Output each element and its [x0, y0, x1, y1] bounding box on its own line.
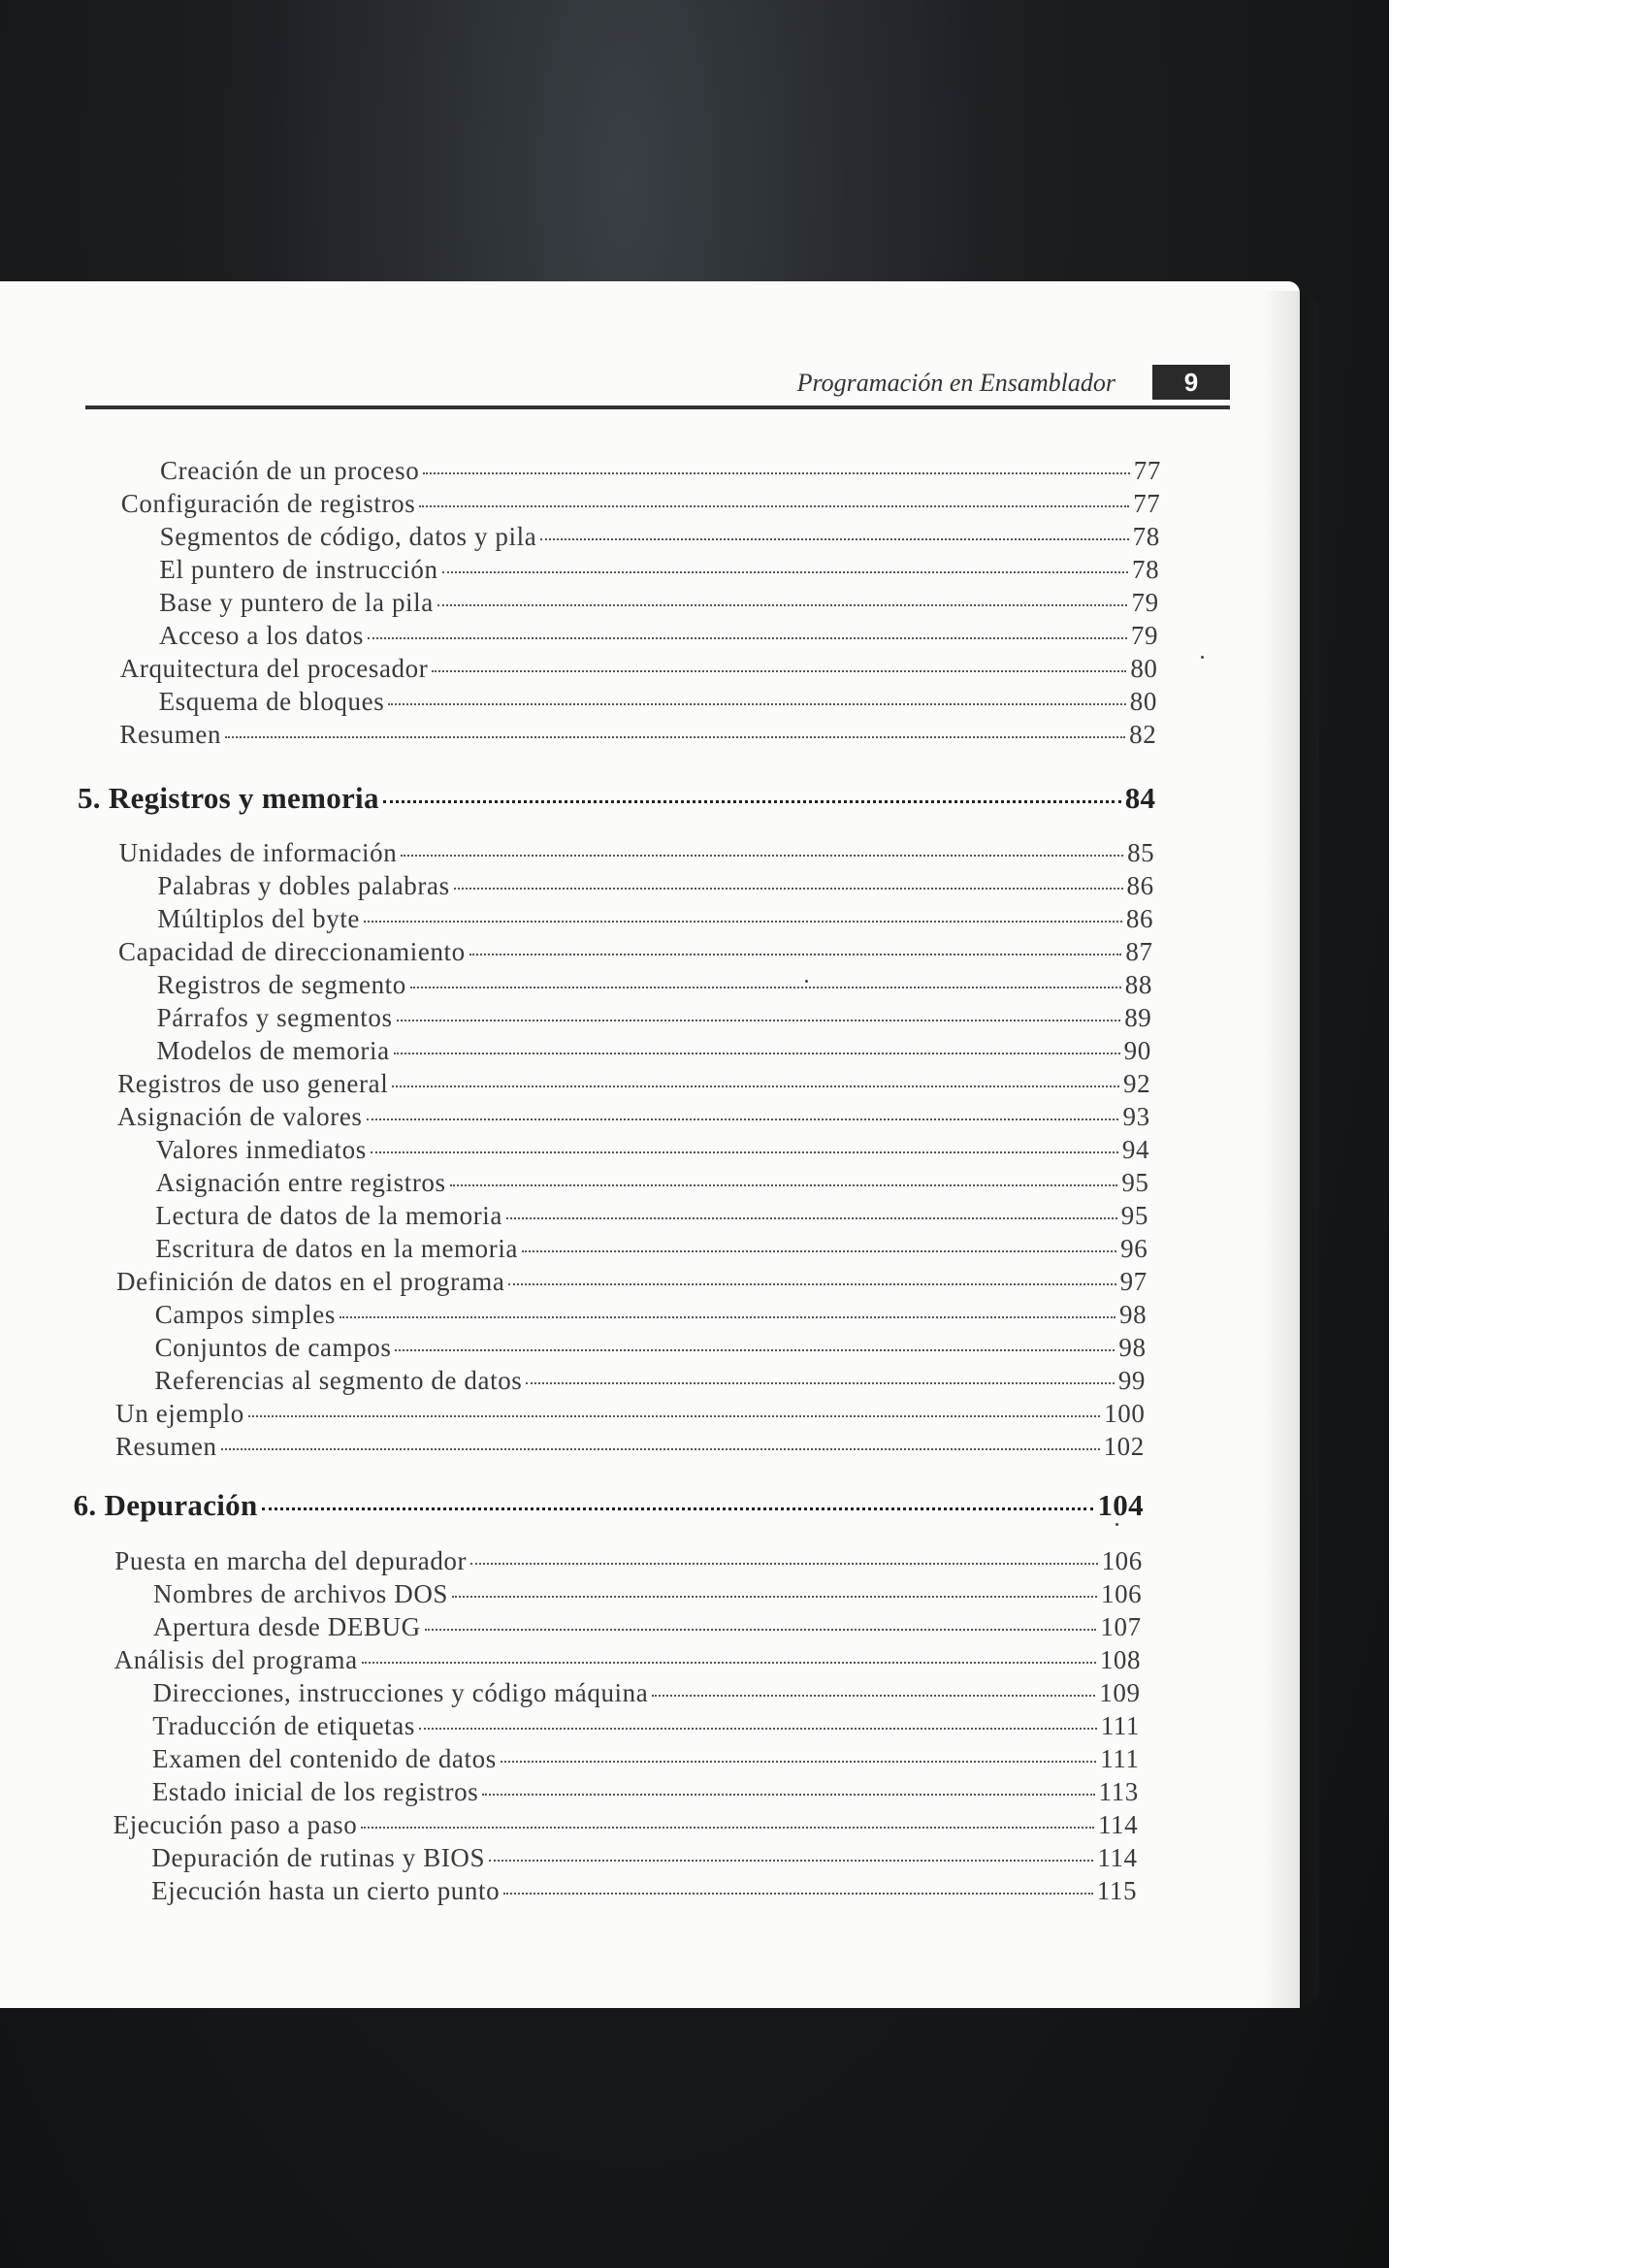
toc-entry-page: 111 [1100, 1711, 1140, 1740]
toc-chapter [78, 781, 1155, 816]
dot-leader [362, 1662, 1096, 1664]
dot-leader [432, 670, 1126, 672]
toc-entry-title: Ejecución hasta un cierto punto [151, 1876, 501, 1905]
toc-entry-page: 79 [1130, 621, 1159, 650]
toc-entry [153, 1612, 1142, 1642]
toc-entry-page: 82 [1129, 720, 1157, 749]
toc-entry [157, 871, 1153, 901]
dot-leader [489, 1860, 1093, 1862]
toc-entry [151, 1843, 1137, 1873]
toc-entry-page: 100 [1104, 1399, 1146, 1428]
toc-entry [119, 720, 1156, 750]
toc-entry-title: Segmentos de código, datos y pila [159, 522, 537, 551]
dot-leader [522, 1250, 1116, 1252]
toc-entry [156, 1168, 1149, 1198]
toc-entry-title: El puntero de instrucción [159, 555, 438, 584]
dot-leader [367, 1118, 1119, 1120]
toc-entry [156, 1135, 1149, 1165]
toc-entry [115, 1432, 1145, 1462]
toc-chapter [74, 1488, 1144, 1523]
toc-entry-page: 87 [1125, 937, 1153, 966]
dot-leader [469, 954, 1122, 956]
toc-entry-page: 84 [1124, 781, 1156, 815]
toc-entry-page: 78 [1132, 555, 1160, 584]
toc-entry-title: Esquema de bloques [158, 687, 385, 716]
toc-entry-title: Apertura desde DEBUG [152, 1612, 421, 1641]
toc-entry-page: 92 [1123, 1069, 1151, 1098]
toc-entry-title: 5. Registros y memoria [77, 781, 379, 815]
toc-entry-page: 102 [1103, 1432, 1145, 1461]
toc-entry-page: 80 [1129, 687, 1157, 716]
toc-entry [153, 1579, 1142, 1609]
header-page-number: 9 [1152, 365, 1230, 400]
header-rule [85, 405, 1230, 409]
speck [1201, 656, 1204, 659]
toc-entry-title: Base y puntero de la pila [159, 588, 434, 617]
toc-entry-title: Palabras y dobles palabras [157, 871, 450, 900]
toc-entry-title: Arquitectura del procesador [119, 654, 429, 683]
toc-entry-title: Conjuntos de campos [154, 1333, 392, 1362]
toc-entry-title: Examen del contenido de datos [152, 1744, 497, 1773]
toc-entry [154, 1366, 1146, 1396]
toc-entry [117, 1069, 1150, 1099]
toc-entry [120, 654, 1158, 684]
toc-entry-page: 90 [1123, 1036, 1151, 1065]
dot-leader [508, 1283, 1116, 1285]
toc-entry-title: Estado inicial de los registros [151, 1777, 479, 1806]
dot-leader [410, 987, 1121, 988]
dot-leader [383, 800, 1121, 803]
toc-entry-title: Múltiplos del byte [157, 904, 361, 933]
toc-entry-page: 94 [1121, 1135, 1150, 1164]
toc-entry-page: 78 [1132, 522, 1160, 551]
toc-entry [155, 1333, 1147, 1363]
toc-entry [159, 555, 1159, 585]
toc-entry [159, 588, 1159, 618]
toc-entry [114, 1546, 1143, 1576]
dot-leader [501, 1761, 1096, 1763]
toc-entry-page: 79 [1131, 588, 1159, 617]
toc-entry-title: Traducción de etiquetas [152, 1711, 415, 1740]
toc-entry [152, 1678, 1140, 1708]
toc-entry-page: 95 [1121, 1168, 1149, 1197]
dot-leader [248, 1415, 1100, 1417]
dot-leader [225, 736, 1125, 738]
toc-entry-title: Modelos de memoria [156, 1036, 390, 1065]
toc-entry [115, 1399, 1145, 1429]
dot-leader [419, 1728, 1097, 1730]
toc-entry-title: Nombres de archivos DOS [153, 1579, 449, 1608]
toc-entry-page: 111 [1100, 1744, 1140, 1773]
dot-leader [437, 604, 1128, 606]
toc-entry [114, 1645, 1142, 1675]
dot-leader [361, 1827, 1094, 1829]
toc-entry-page: 106 [1101, 1546, 1143, 1575]
toc-entry [157, 904, 1153, 934]
dot-leader [425, 1629, 1097, 1631]
toc-entry [152, 1711, 1140, 1741]
toc-entry [155, 1201, 1148, 1231]
toc-entry-page: 88 [1124, 970, 1152, 999]
dot-leader [388, 703, 1125, 705]
toc-entry [159, 687, 1157, 717]
dot-leader [540, 538, 1128, 540]
dot-leader [395, 1349, 1115, 1351]
toc-entry-title: 6. Depuración [73, 1488, 258, 1522]
toc-entry-title: Resumen [114, 1432, 217, 1461]
dot-leader [419, 505, 1129, 507]
toc-entry [159, 621, 1158, 651]
toc-entry-title: Asignación de valores [117, 1102, 363, 1131]
toc-entry-title: Unidades de información [118, 838, 398, 867]
running-header [85, 363, 1230, 405]
toc-entry-title: Registros de segmento [156, 970, 406, 999]
toc-entry-page: 77 [1133, 489, 1161, 518]
dot-leader [652, 1695, 1095, 1697]
toc-entry-page: 86 [1125, 904, 1154, 933]
toc-entry [157, 970, 1152, 1000]
toc-entry-title: Direcciones, instrucciones y código máquina [152, 1678, 649, 1707]
dot-leader [371, 1151, 1118, 1153]
toc-entry [121, 489, 1161, 519]
toc-entry-title: Campos simples [154, 1300, 336, 1329]
toc-entry [116, 1267, 1148, 1297]
toc-entry-title: Escritura de datos en la memoria [155, 1234, 518, 1263]
toc-entry-title: Puesta en marcha del depurador [114, 1546, 468, 1575]
toc-entry-title: Configuración de registros [120, 489, 416, 518]
speck [1116, 1523, 1118, 1526]
toc-entry [155, 1300, 1147, 1330]
toc-entry-title: Análisis del programa [113, 1645, 358, 1674]
toc-entry-title: Un ejemplo [115, 1399, 244, 1428]
toc-entry [155, 1234, 1148, 1264]
dot-leader [503, 1893, 1093, 1895]
dot-leader [397, 1020, 1121, 1021]
toc-entry-title: Acceso a los datos [158, 621, 364, 650]
toc-entry-title: Resumen [119, 720, 222, 749]
speck [805, 980, 808, 983]
dot-leader [394, 1053, 1120, 1054]
dot-leader [454, 888, 1123, 890]
toc-entry [117, 1102, 1150, 1132]
dot-leader [442, 571, 1128, 573]
toc-entry-title: Valores inmediatos [155, 1135, 367, 1164]
toc-entry-page: 106 [1100, 1579, 1143, 1608]
toc-entry-page: 107 [1100, 1612, 1142, 1641]
toc-entry-page: 97 [1119, 1267, 1148, 1296]
dot-leader [470, 1563, 1097, 1565]
dot-leader [392, 1085, 1119, 1087]
toc-entry-page: 89 [1124, 1003, 1152, 1032]
toc-entry-title: Párrafos y segmentos [156, 1003, 393, 1032]
toc-entry-page: 108 [1099, 1645, 1142, 1674]
toc-entry [160, 522, 1160, 552]
toc-entry-title: Definición de datos en el programa [115, 1267, 505, 1296]
dot-leader [482, 1794, 1094, 1796]
toc-entry [113, 1810, 1139, 1840]
toc-entry-page: 113 [1098, 1777, 1139, 1806]
toc-entry-title: Registros de uso general [117, 1069, 389, 1098]
toc-entry-title: Ejecución paso a paso [113, 1810, 358, 1839]
toc-entry-title: Asignación entre registros [155, 1168, 446, 1197]
toc-entry-page: 77 [1133, 456, 1161, 485]
toc-entry-page: 85 [1127, 838, 1155, 867]
dot-leader [452, 1596, 1097, 1598]
toc-entry-page: 98 [1118, 1300, 1148, 1329]
dot-leader [262, 1507, 1094, 1510]
toc-entry-page: 80 [1130, 654, 1158, 683]
dot-leader [506, 1217, 1117, 1219]
toc-entry [152, 1744, 1139, 1774]
page-edge-shadow [1261, 291, 1319, 2008]
toc-entry-title: Referencias al segmento de datos [154, 1366, 523, 1395]
toc-entry-page: 96 [1120, 1234, 1148, 1263]
toc-entry-title: Capacidad de direccionamiento [118, 937, 466, 966]
dot-leader [450, 1184, 1118, 1186]
toc-entry-page: 98 [1118, 1333, 1147, 1362]
toc-entry-page: 115 [1096, 1876, 1138, 1905]
toc-entry [160, 456, 1161, 486]
dot-leader [401, 855, 1123, 857]
dot-leader [364, 921, 1122, 923]
toc-entry-title: Depuración de rutinas y BIOS [151, 1843, 486, 1872]
toc-entry [157, 1003, 1152, 1033]
toc-entry-title: Creación de un proceso [160, 456, 420, 485]
toc-entry-page: 109 [1099, 1678, 1141, 1707]
dot-leader [221, 1448, 1100, 1450]
toc-entry [118, 937, 1153, 967]
toc-entry-page: 93 [1122, 1102, 1150, 1131]
dot-leader [340, 1316, 1116, 1318]
toc-entry-page: 95 [1120, 1201, 1148, 1230]
toc-entry-page: 86 [1126, 871, 1154, 900]
toc-entry [151, 1876, 1137, 1906]
toc-entry [152, 1777, 1139, 1807]
toc-entry-page: 114 [1097, 1843, 1138, 1872]
toc-entry [119, 838, 1155, 868]
toc-entry-page: 114 [1097, 1810, 1139, 1839]
toc-entry-page: 104 [1097, 1488, 1144, 1522]
dot-leader [526, 1382, 1114, 1384]
toc-entry-title: Lectura de datos de la memoria [155, 1201, 502, 1230]
toc-entry-page: 99 [1117, 1366, 1147, 1395]
header-title: Programación en Ensamblador [796, 369, 1116, 397]
dot-leader [368, 637, 1127, 639]
dot-leader [423, 472, 1129, 474]
toc-entry [156, 1036, 1150, 1066]
